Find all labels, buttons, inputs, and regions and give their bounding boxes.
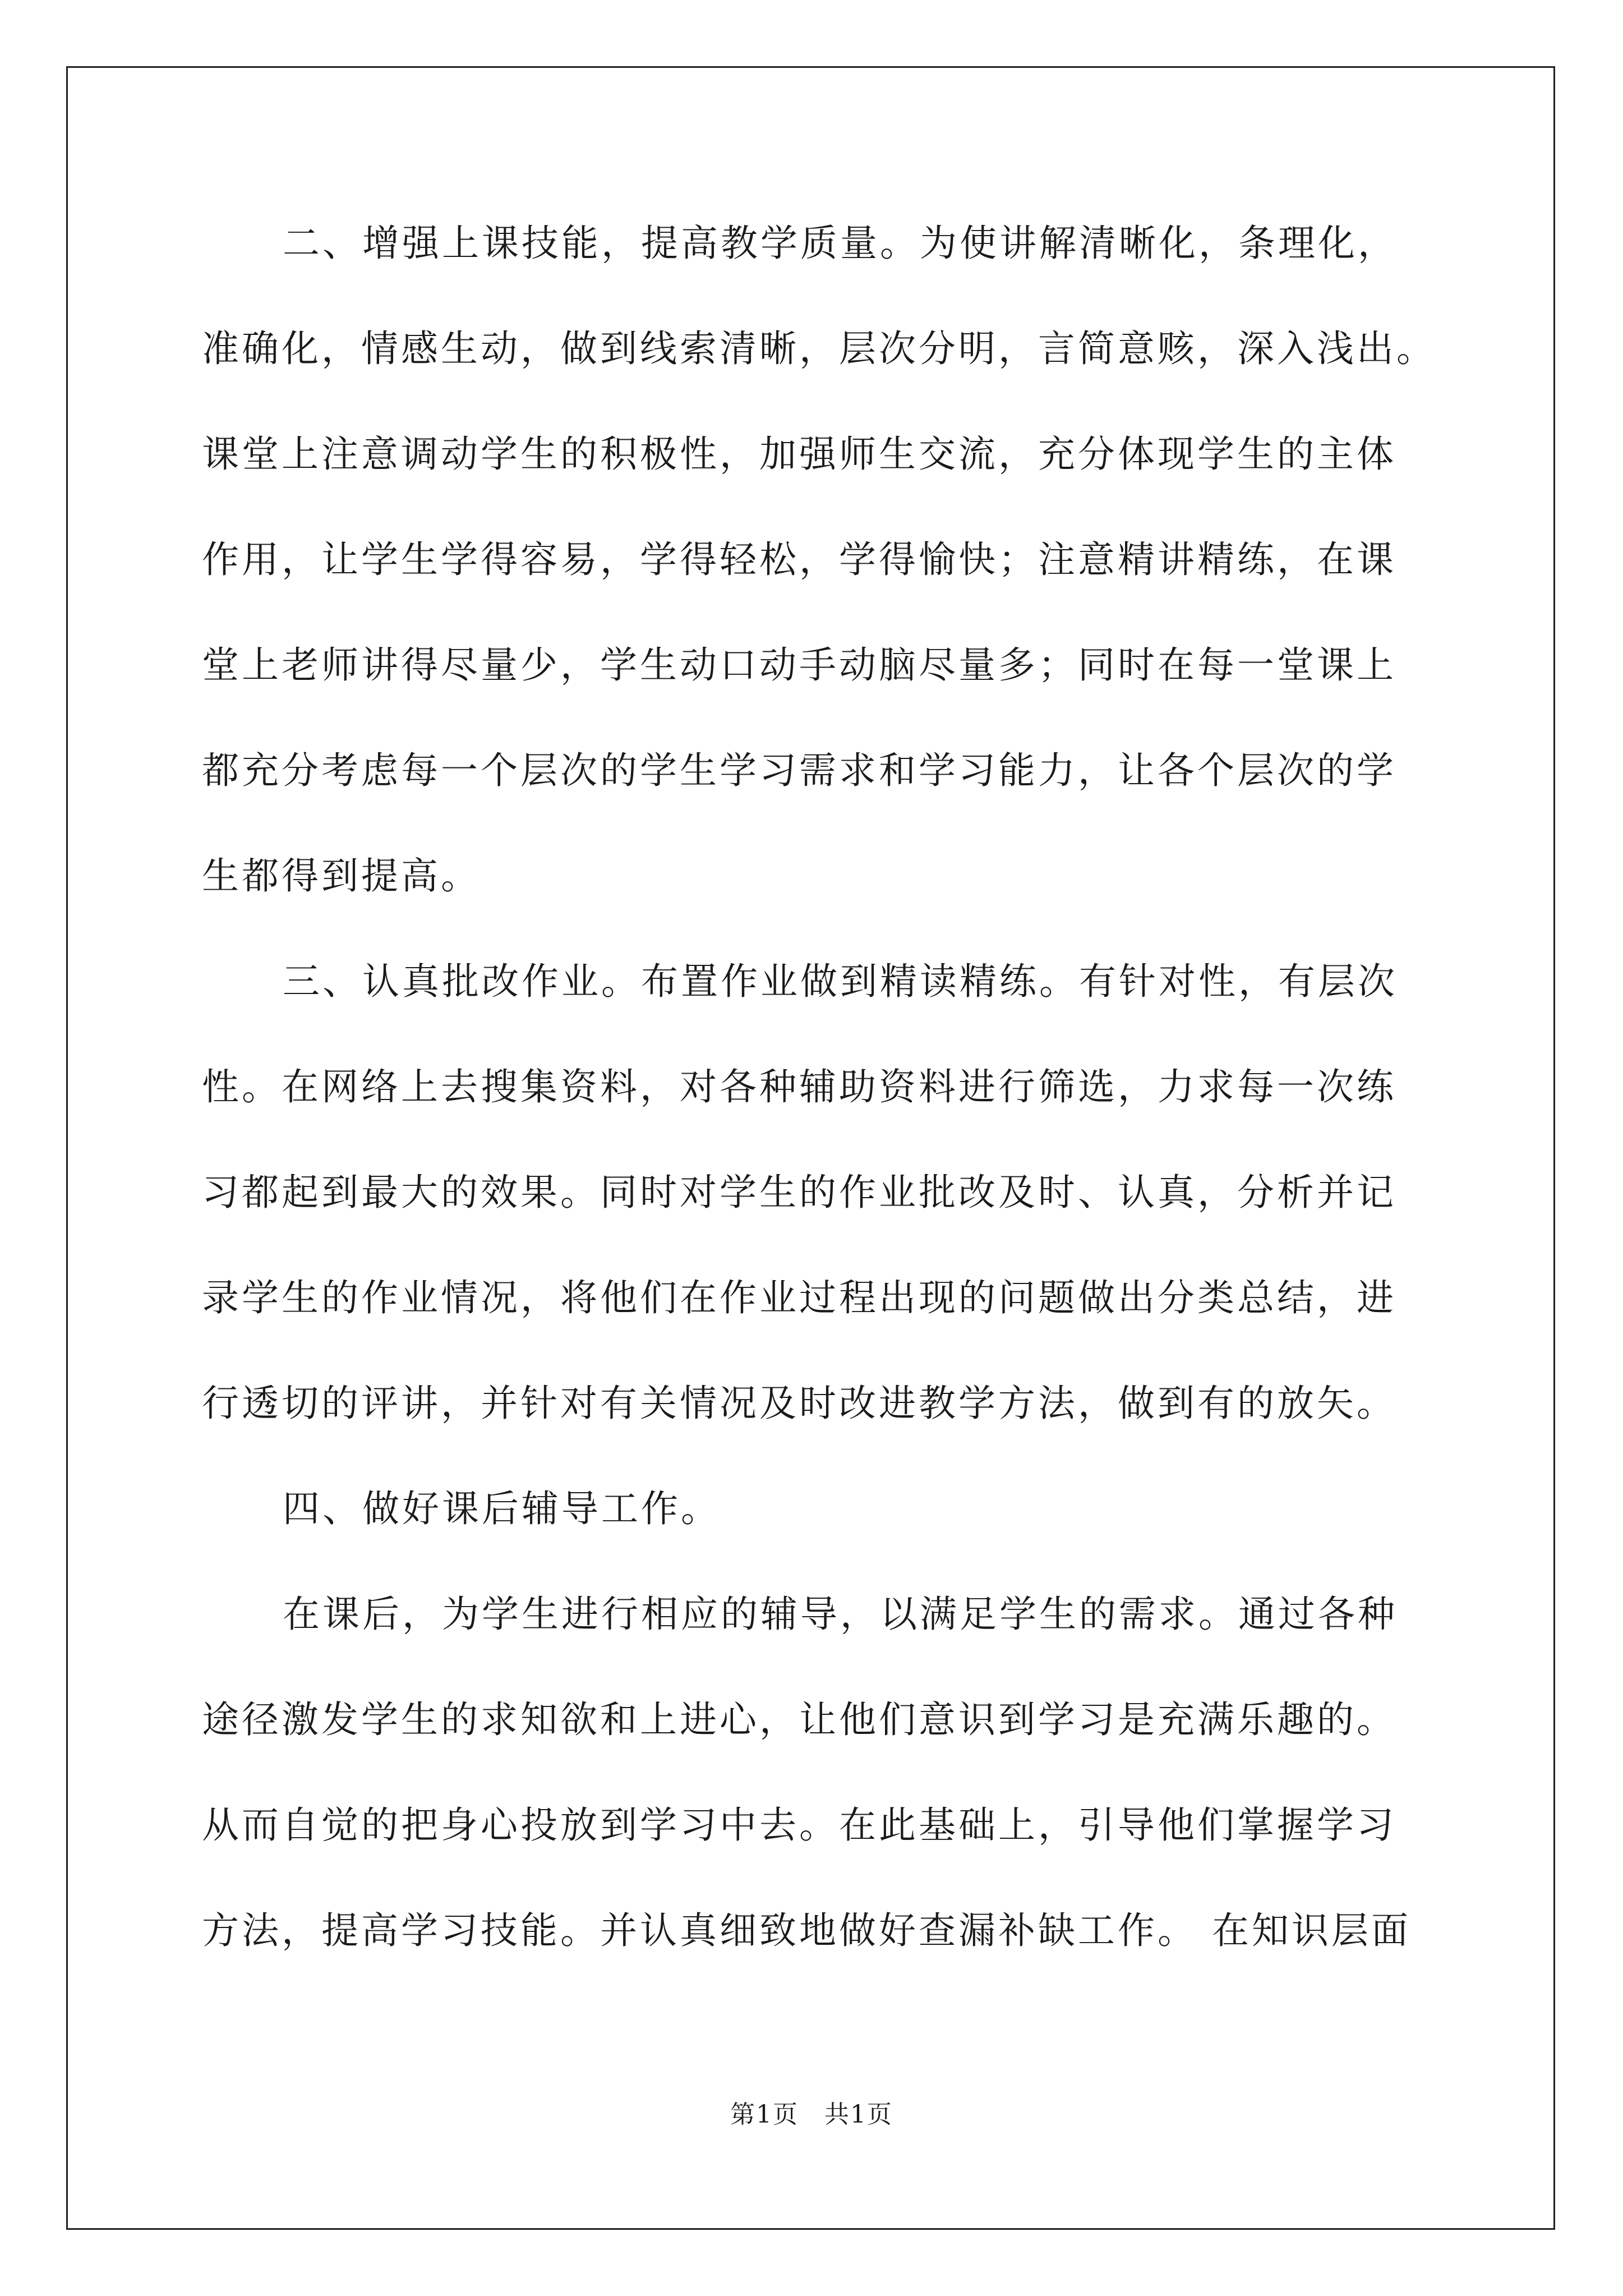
paragraph-1-line-6: 都充分考虑每一个层次的学生学习需求和学习能力，让各个层次的学 [202, 749, 1396, 792]
paragraph-1-line-3: 课堂上注意调动学生的积极性，加强师生交流，充分体现学生的主体 [202, 432, 1396, 476]
paragraph-2-line-4: 录学生的作业情况，将他们在作业过程出现的问题做出分类总结，进 [202, 1276, 1396, 1319]
page-number-footer: 第1页 共1页 [730, 2100, 893, 2129]
paragraph-4-line-4: 方法，提高学习技能。并认真细致地做好查漏补缺工作。 在知识层面 [202, 1909, 1411, 1952]
paragraph-2-line-1: 三、认真批改作业。布置作业做到精读精练。有针对性，有层次 [283, 960, 1398, 1003]
document-body [202, 191, 1436, 1984]
paragraph-1-line-2: 准确化，情感生动，做到线索清晰，层次分明，言简意赅，深入浅出。 [202, 327, 1436, 370]
paragraph-1-line-1: 二、增强上课技能，提高教学质量。为使讲解清晰化，条理化， [283, 222, 1398, 265]
paragraph-1-line-7: 生都得到提高。 [202, 854, 481, 898]
paragraph-1-line-5: 堂上老师讲得尽量少，学生动口动手动脑尽量多；同时在每一堂课上 [202, 643, 1396, 687]
paragraph-2-line-3: 习都起到最大的效果。同时对学生的作业批改及时、认真，分析并记 [202, 1171, 1396, 1214]
paragraph-3-heading: 四、做好课后辅导工作。 [283, 1487, 721, 1530]
paragraph-2-line-2: 性。在网络上去搜集资料，对各种辅助资料进行筛选，力求每一次练 [202, 1065, 1396, 1108]
paragraph-1-line-4: 作用，让学生学得容易，学得轻松，学得愉快；注意精讲精练，在课 [202, 538, 1396, 581]
paragraph-2-line-5: 行透切的评讲，并针对有关情况及时改进教学方法，做到有的放矢。 [202, 1382, 1396, 1425]
paragraph-4-line-1: 在课后，为学生进行相应的辅导，以满足学生的需求。通过各种 [283, 1593, 1398, 1636]
paragraph-4-line-3: 从而自觉的把身心投放到学习中去。在此基础上，引导他们掌握学习 [202, 1803, 1396, 1847]
paragraph-4-line-2: 途径激发学生的求知欲和上进心，让他们意识到学习是充满乐趣的。 [202, 1698, 1396, 1741]
